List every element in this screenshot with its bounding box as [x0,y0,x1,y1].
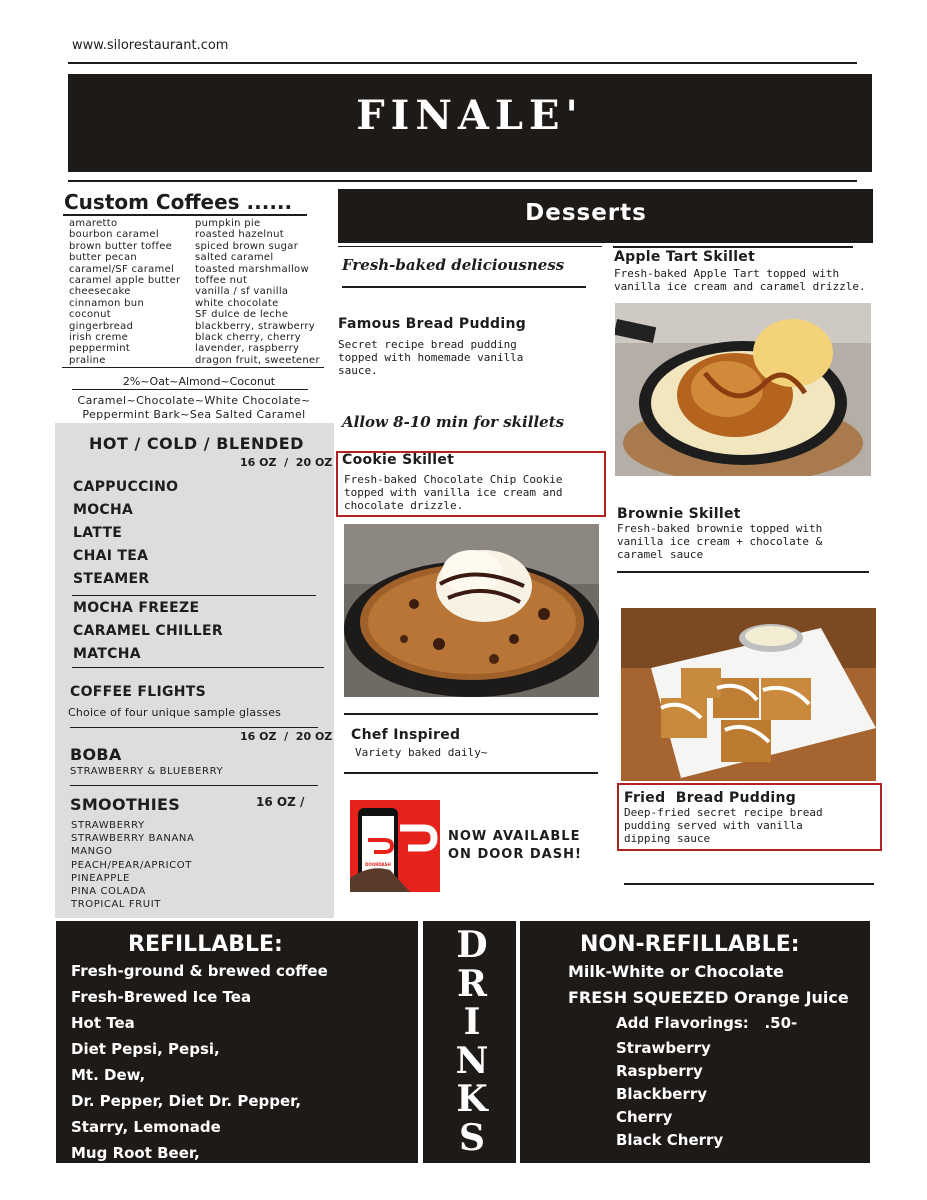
dessert-description [624,807,823,845]
size-label: 16 OZ / 20 OZ [240,456,333,469]
flavor-item: caramel/SF caramel [69,263,175,275]
flavor-item: blackberry, strawberry [195,320,315,332]
coffee-flights-desc: Choice of four unique sample glasses [68,706,282,719]
dessert-name: Chef Inspired [351,727,461,743]
refillable-item: Diet Pepsi, Pepsi, [71,1040,220,1058]
dessert-name: Cookie Skillet [342,452,455,468]
description-line: Secret recipe bread pudding [338,338,517,351]
non-refillable-item: Milk-White or Chocolate [568,962,784,981]
flavor-item: bourbon caramel [69,229,159,241]
flavor-item: toasted marshmallow [195,263,309,275]
boba-desc: STRAWBERRY & BLUEBERRY [70,766,224,777]
divider [68,62,857,64]
refillable-item: Starry, Lemonade [71,1118,221,1136]
flavor-item: vanilla / sf vanilla [195,286,289,298]
smoothie-item: MANGO [71,846,113,858]
doordash-logo[interactable] [350,800,440,892]
description-line: pudding served with vanilla [624,818,803,832]
flavor-item: lavender, raspberry [195,343,300,355]
description-line: topped with homemade vanilla [338,350,524,364]
flavor-item: irish creme [69,332,129,344]
apple-tart-photo [615,303,871,476]
divider [63,214,307,216]
drinks-letter: R [457,962,487,1005]
divider [344,772,598,774]
flavor-item: roasted hazelnut [195,229,284,241]
dessert-name: Fried Bread Pudding [624,790,797,806]
size-label: 16 OZ / [256,795,305,809]
flavor-item: brown butter toffee [69,240,173,252]
smoothie-item: STRAWBERRY BANANA [71,833,195,845]
divider [70,727,318,728]
drinks-letter: S [459,1116,485,1159]
description-line: chocolate drizzle. [344,498,464,512]
flavor-list-left [69,218,180,366]
divider [62,367,324,368]
drink-item: MOCHA FREEZE [73,600,200,616]
divider [72,595,316,596]
hot-cold-heading: HOT / COLD / BLENDED [89,434,304,453]
flavor-item: black cherry, cherry [195,332,301,344]
flavor-item: butter pecan [69,252,138,264]
smoothie-item: PINEAPPLE [71,872,130,884]
refillable-item: Fresh-ground & brewed coffee [71,962,328,980]
flavor-item: cinnamon bun [69,297,145,309]
flavor-item: praline [69,354,106,366]
boba-title: BOBA [70,745,122,764]
drinks-letter: I [463,1001,481,1043]
smoothie-list [71,819,194,911]
divider [344,713,598,715]
flavor-item: spiced brown sugar [195,240,299,252]
flavorings-label: Add Flavorings: .50- [616,1014,798,1032]
description-line: topped with vanilla ice cream and [344,485,563,499]
flavor-item: salted caramel [195,252,274,264]
sauce-line: Caramel~Chocolate~White Chocolate~ [77,394,311,407]
flavoring-item: Black Cherry [616,1131,724,1149]
flavor-item: SF dulce de leche [195,309,289,321]
fried-bread-pudding-photo [621,608,876,781]
smoothies-title: SMOOTHIES [70,795,181,814]
drink-item: CHAI TEA [73,548,149,564]
dessert-description [338,339,523,377]
description-line: Fresh-baked Chocolate Chip Cookie [344,473,563,486]
drink-item: MOCHA [73,502,134,518]
description-line: Deep-fried secret recipe bread [624,806,823,819]
flavoring-item: Cherry [616,1108,673,1126]
flavor-item: caramel apple butter [69,275,181,287]
description-line: Fresh-baked Apple Tart topped with [614,267,840,280]
divider [72,389,308,390]
divider [338,246,602,247]
drink-item: MATCHA [73,646,141,662]
dessert-name: Apple Tart Skillet [614,249,756,265]
drinks-letter: N [455,1039,489,1082]
divider [617,571,869,573]
dessert-name: Famous Bread Pudding [338,316,527,332]
refillable-item: Mt. Dew, [71,1066,146,1084]
description-line: dipping sauce [624,831,711,845]
divider [624,883,874,885]
flavor-item: pumpkin pie [195,218,261,229]
drink-item: CARAMEL CHILLER [73,623,223,639]
doordash-logo-text: DOORDASH [365,862,391,867]
dessert-tagline: Fresh-baked deliciousness [342,256,565,274]
dessert-description [614,268,866,294]
desserts-heading: Desserts [525,200,647,226]
flavor-item: peppermint [69,343,131,355]
page-title: FINALE' [356,92,584,139]
website-url[interactable]: www.silorestaurant.com [72,38,229,53]
refillable-item: Fresh-Brewed Ice Tea [71,988,252,1006]
refillable-title: REFILLABLE: [128,932,283,957]
flavoring-item: Raspberry [616,1062,703,1080]
coffee-flights-title: COFFEE FLIGHTS [70,684,207,700]
flavoring-item: Strawberry [616,1039,711,1057]
refillable-item: Hot Tea [71,1014,135,1032]
flavoring-item: Blackberry [616,1085,708,1103]
flavor-item: cheesecake [69,286,131,298]
refillable-item: Dr. Pepper, Diet Dr. Pepper, [71,1092,302,1110]
flavor-item: gingerbread [69,320,134,332]
drink-item: CAPPUCCINO [73,479,179,495]
description-line: Fresh-baked brownie topped with [617,522,823,535]
drinks-letter: K [456,1078,488,1120]
smoothie-item: PINA COLADA [71,886,146,898]
description-line: vanilla ice cream + chocolate & [617,534,823,548]
dessert-description [355,747,487,760]
sauce-options [60,394,328,422]
smoothie-item: PEACH/PEAR/APRICOT [71,859,192,871]
flavor-item: toffee nut [195,275,248,287]
flavor-item: amaretto [69,218,118,229]
cookie-skillet-photo [344,524,599,697]
description-line: sauce. [338,363,378,377]
flavor-item: coconut [69,309,111,321]
skillet-note: Allow 8-10 min for skillets [342,413,565,431]
coffees-heading: Custom Coffees ...... [64,190,293,214]
non-refillable-item: FRESH SQUEEZED Orange Juice [568,988,849,1007]
milk-options: 2%~Oat~Almond~Coconut [122,375,276,388]
divider [613,246,853,248]
dessert-name: Brownie Skillet [617,506,741,522]
dessert-description [617,523,822,561]
flavor-list-right [195,218,320,366]
smoothie-item: TROPICAL FRUIT [71,899,161,911]
sauce-line: Peppermint Bark~Sea Salted Caramel [82,408,306,421]
refillable-item: Mug Root Beer, [71,1144,200,1162]
divider [68,180,857,182]
doordash-line: ON DOOR DASH! [448,847,582,862]
doordash-text [448,828,582,864]
drinks-letter: D [456,924,488,966]
description-line: caramel sauce [617,547,704,561]
size-label: 16 OZ / 20 OZ [240,730,333,743]
dessert-description [344,474,563,512]
drink-item: STEAMER [73,571,150,587]
divider [342,286,586,288]
description-line: Variety baked daily~ [355,746,488,759]
smoothie-item: STRAWBERRY [71,820,145,831]
flavor-item: white chocolate [195,297,279,309]
doordash-line: NOW AVAILABLE [448,829,581,844]
description-line: vanilla ice cream and caramel drizzle. [614,279,866,293]
divider [72,667,324,668]
divider [70,785,318,786]
flavor-item: dragon fruit, sweetener [195,354,320,366]
drink-item: LATTE [73,525,123,541]
non-refillable-title: NON-REFILLABLE: [580,932,800,957]
